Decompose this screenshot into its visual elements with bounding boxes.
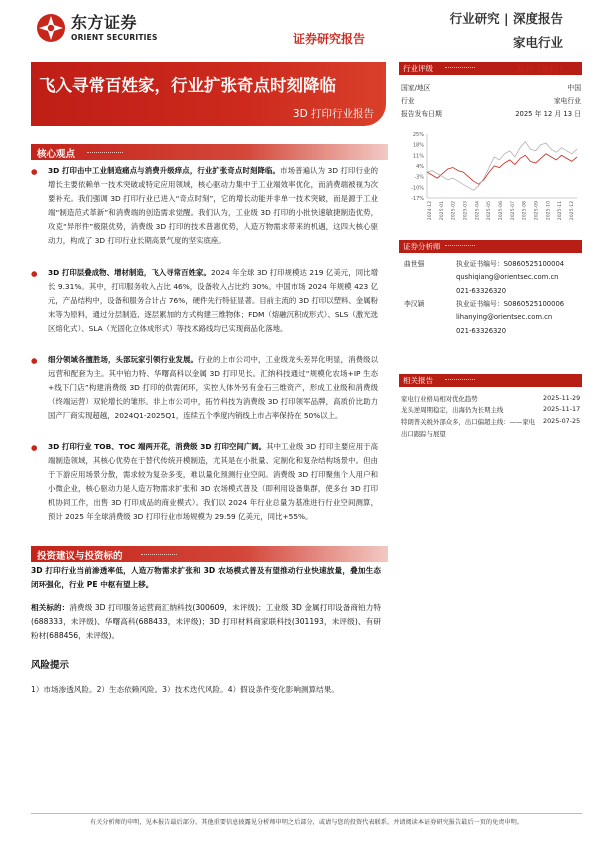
x-tick-label: 2025-11	[558, 201, 564, 221]
investment-header	[31, 546, 388, 562]
orient-logo-icon	[36, 13, 66, 43]
report-subtitle: 3D 打印行业报告	[292, 108, 374, 120]
footer-disclaimer: 有关分析师的申明，见本报告最后部分。其他重要信息披露见分析师申明之后部分，或请与您的投资代表联系。并请阅读本证券研究报告最后一页的免责申明。	[89, 819, 524, 826]
related-report-date: 2025-11-17	[543, 405, 581, 413]
y-tick-label: 11%	[412, 153, 424, 160]
y-tick-label: -3%	[414, 174, 424, 181]
rating-row-key: 行业	[401, 97, 415, 105]
x-tick-label: 2025-04	[475, 201, 481, 221]
report-title: 飞入寻常百姓家，行业扩张奇点时刻降临	[39, 76, 336, 95]
investment-recommendation: 3D 打印行业当前渗透率低，人造万物需求扩张和 3D 农场模式普及有望推动行业快速放量，叠加生态闭环强化，行业 PE 中枢有望上移。	[31, 566, 381, 590]
x-tick-label: 2025-05	[487, 201, 493, 221]
x-tick-label: 2025-02	[451, 201, 457, 221]
investment-label: 投资建议与投资标的	[37, 551, 123, 562]
x-tick-label: 2025-08	[522, 201, 528, 221]
related-report-date: 2025-07-25	[543, 417, 581, 425]
company-logo	[36, 13, 158, 43]
core-paragraph-2	[48, 266, 378, 336]
analyst-phone: 021-63326320	[456, 287, 507, 295]
bullet-icon: ●	[31, 167, 38, 176]
core-views-label: 核心观点	[37, 149, 76, 160]
related-report-title[interactable]: 家电行业格局相对优化趋势	[401, 395, 478, 403]
core-paragraph-1-lead: 3D 打印击中工业制造痛点与消费升级痒点，行业扩张奇点时刻降临。	[48, 166, 281, 175]
core-paragraph-2-body: 2024 年全球 3D 打印规模达 219 亿美元，同比增长 9.31%。其中，打印服务收入占比 46%，设备收入占比约 30%。中国市场 2024 年规模 423 亿元，产品结构中，设备和服务合计占 76%，硬件先行特征显著。目前主流的 3D 打印以塑料、金属粉末等为原料，通过分层制造、逐层累加的方式构建三维物体；FDM（熔融沉积成形式）、SLS（激光选区熔化式）、SLA（光固化立体成形式）等技术路线均已实现商品化落地。	[48, 268, 378, 334]
series-line-1	[427, 142, 577, 191]
core-paragraph-3-lead: 细分领域各擅胜场，头部玩家引领行业发展。	[48, 355, 199, 364]
related-report-date: 2025-11-29	[543, 394, 581, 402]
y-tick-label: -10%	[411, 185, 424, 192]
x-tick-label: 2025-06	[499, 201, 504, 221]
y-tick-label: -17%	[411, 196, 424, 202]
bullet-icon: ●	[31, 356, 38, 365]
rating-row-key: 国家/地区	[401, 84, 431, 92]
related-report-title[interactable]: 出口跟踪与展望	[401, 430, 446, 438]
core-views-header	[31, 144, 388, 160]
series-line-0	[427, 154, 577, 185]
relative-performance-chart	[401, 128, 582, 236]
analyst-name: 李汉颖	[404, 300, 425, 308]
core-paragraph-4-lead: 3D 打印行业 TOB、TOC 端两开花，消费级 3D 打印空间广阔。	[48, 442, 267, 451]
footer-divider	[31, 813, 582, 814]
y-tick-label: 4%	[416, 164, 424, 170]
rating-row-value: 中国	[567, 84, 581, 92]
core-paragraph-4	[48, 440, 378, 525]
related-targets	[31, 601, 381, 644]
x-tick-label: 2025-01	[439, 201, 445, 221]
industry-rating: 看好（维持）	[516, 65, 568, 75]
analyst-email[interactable]: lihanying@orientsec.com.cn	[456, 313, 553, 321]
bullet-icon: ●	[31, 443, 38, 452]
report-category	[450, 9, 563, 51]
core-paragraph-4-body: 其中工业级 3D 打印主要应用于高端制造领域，其核心优势在于替代传统开模制造，尤其是在小批量、定制化和复杂结构场景中。但由于下游应用场景分散，需求较为复杂多变，难以量化预测行业空间。消费级 3D 打印聚焦个人用户和小微企业，核心驱动力是人造万物需求扩张和 3D 农场模式普及（即利用设备集群，使多台 3D 打印机协同工作，出售 3D 打印成品的商业模式）。我们以 2024 年行业总量为基准进行行业空间测算，预计 2025 年全球消费级 3D 打印行业市场规模为 29.59 亿美元，同比+55%。	[48, 442, 378, 522]
y-tick-label: 18%	[412, 142, 424, 149]
category-separator: |	[504, 11, 509, 26]
y-tick-label: 25%	[412, 132, 424, 138]
core-paragraph-3-body: 行业的上市公司中，工业级龙头差异化明显，消费级以远营和配套为主。其中铂力特、华曙高科以金属 3D 打印见长。汇纳科技通过“规模化农场+IP 生态+线下门店”构建消费级 3D 打印的供需闭环，实控人体外另有金石三维资产，形成工业级和消费级（终端运营）双轮增长的雏形。非上市公司中，拓竹科技为消费级 3D 打印领军品牌，高质价比助力国产厂商实现超越，2024Q1-2025Q1，连续五个季度内销线上市占率保持在 50%以上。	[48, 355, 378, 421]
category-depth-label: 深度报告	[512, 11, 563, 26]
rating-row-key: 报告发布日期	[401, 110, 442, 118]
related-targets-label: 相关标的：	[31, 603, 70, 612]
analyst-email[interactable]: qushiqiang@orientsec.com.cn	[456, 273, 559, 281]
analyst-name: 曲世强	[404, 260, 425, 268]
core-paragraph-1-body: 市场普遍认为 3D 打印行业的增长主要依赖单一技术突破或特定应用领域，核心驱动力集中于工业端效率优化，而消费端被视为次要补充。我们强调 3D 打印行业已进入“奇点时刻”，它的增长动能并非单一技术突破，而是源于工业端“制造范式革新”和消费端的创造需求觉醒。我们认为，工业级 3D 打印的小批快速敏捷制造优势，攻克“异形件”极限优势，消费级 3D 打印的技术普惠优势，人造万物需求带来的机遇，这四大核心驱动力，构成了 3D 打印行业长期高景气度的坚实底座。	[48, 166, 379, 246]
rating-row-value: 家电行业	[553, 97, 581, 105]
rating-row-value: 2025 年 12 月 13 日	[515, 110, 581, 118]
risk-text: 1）市场渗透风险。2）生态依赖风险。3）技术迭代风险。4）假设条件变化影响测算结果。	[31, 685, 339, 694]
x-tick-label: 2025-10	[546, 201, 552, 221]
analyst-phone: 021-63326320	[456, 327, 507, 335]
related-report-title[interactable]: 龙头逆周期稳定，出海仍为长期主线	[401, 406, 504, 414]
core-paragraph-3	[48, 353, 378, 423]
risk-title: 风险提示	[31, 660, 70, 671]
bullet-icon: ●	[31, 269, 38, 278]
related-targets-list: 消费级 3D 打印服务运营商汇纳科技(300609，未评级)；工业级 3D 金属打印设备商铂力特(688333，未评级)、华曙高科(688433，未评级)；3D 打印材料商家联科技(301193，未评级)、有研粉材(688456，未评级)。	[31, 603, 381, 641]
logo-chinese-name: 东方证券	[71, 12, 138, 32]
x-tick-label: 2024-12	[428, 201, 433, 221]
analyst-license: 执业证书编号：S0860525100006	[456, 300, 565, 308]
core-paragraph-1	[48, 164, 378, 249]
analyst-license: 执业证书编号：S0860525100004	[456, 260, 565, 268]
logo-english-name: ORIENT SECURITIES	[71, 32, 158, 42]
category-label: 行业研究	[449, 11, 500, 26]
analyst-section-header	[399, 240, 582, 253]
related-reports-header	[399, 374, 582, 387]
x-tick-label: 2025-07	[510, 201, 516, 221]
title-banner	[31, 62, 386, 126]
x-tick-label: 2025-03	[463, 201, 469, 221]
related-reports-label: 相关报告	[403, 376, 433, 385]
core-paragraph-2-lead: 3D 打印层叠成物、增材制造，飞入寻常百姓家。	[48, 268, 211, 277]
related-report-title[interactable]: 特朗普关税外部众多，出口偏超主线：——家电	[401, 418, 536, 426]
report-type-label: 证券研究报告	[293, 32, 366, 46]
industry-label: 家电行业	[512, 35, 563, 50]
x-tick-label: 2025-09	[534, 201, 540, 221]
rating-section-label: 行业评级	[403, 64, 433, 73]
x-tick-label: 2025-12	[570, 201, 575, 221]
analyst-section-label: 证券分析师	[403, 242, 441, 251]
